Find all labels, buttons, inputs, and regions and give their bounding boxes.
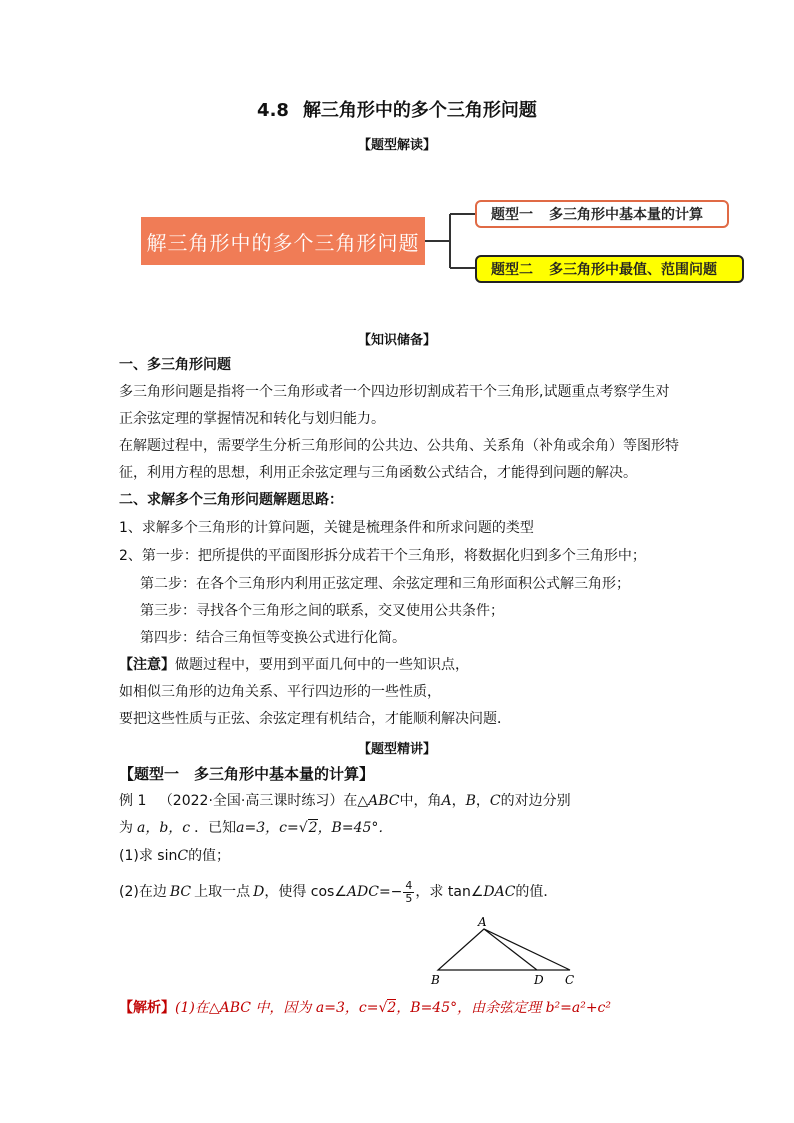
note-line-1 [119,655,469,675]
section-heading-type-reading: 【题型解读】 [357,138,436,153]
step-2: 第二步：在各个三角形内利用正弦定理、余弦定理和三角形面积公式解三角形； [140,576,630,592]
line2-known: ．已知 [194,820,237,836]
note-tag: 【注意】 [119,657,175,673]
note-line-2: 如相似三角形的边角关系、平行四边形的一些性质， [119,684,441,700]
mindmap-main-node: 解三角形中的多个三角形问题 [141,217,425,265]
branch-1-text: 多三角形中基本量的计算 [549,207,703,223]
q2-prefix: (2)在边 [119,884,167,900]
section-heading-knowledge: 【知识储备】 [357,333,436,348]
condition-a-c: a=3，c= [236,820,299,836]
branch-2-text: 多三角形中最值、范围问题 [549,262,717,278]
label-b: B [431,973,440,987]
angle-a: A [441,793,452,809]
q2-end: 的值． [515,884,558,900]
paragraph-1-line-2: 正余弦定理的掌握情况和转化与划归能力。 [119,411,385,427]
solution-line [119,998,611,1018]
condition-b: ，B=45°． [317,820,393,836]
mindmap-branch-2 [475,255,744,283]
q2-angle: ADC [346,884,379,900]
triangle-lines [438,929,570,970]
solution-text: (1)在△ABC 中，因为 a=3，c= [175,1000,379,1016]
step-3: 第三步：寻找各个三角形之间的联系，交叉使用公共条件； [140,603,504,619]
branch-1-tag: 题型一 [491,207,533,223]
triangle-figure [425,912,585,990]
note-text-1: 做题过程中，要用到平面几何中的一些知识点， [175,657,469,673]
q2-side: BC [169,884,192,900]
solution-text-2: ，B=45°，由余弦定理 b²=a²+c² [396,1000,612,1016]
q2-mid: 上取一点 [194,884,251,900]
part1-title: 一、多三角形问题 [119,357,231,373]
step-1: 2、第一步：把所提供的平面图形拆分成若干个三角形，将数据化归到多个三角形中； [119,548,646,564]
example-label: 例 1 [119,793,147,809]
example-end: 的对边分别 [500,793,571,809]
type1-title: 【题型一 多三角形中基本量的计算】 [119,765,375,783]
paragraph-1-line-1: 多三角形问题是指将一个三角形或者一个四边形切割成若干个三角形,试题重点考察学生对 [119,384,670,400]
part2-title: 二、求解多个三角形问题解题思路： [119,492,343,508]
solution-tag: 【解析】 [119,1000,175,1016]
q2-point: D [253,884,265,900]
fraction-4-5 [403,880,414,905]
frac-numerator: 4 [405,878,413,892]
solution-sqrt-value: 2 [387,1000,397,1016]
paragraph-2-line-1: 在解题过程中，需要学生分析三角形间的公共边、公共角、关系角（补角或余角）等图形特 [119,438,679,454]
mindmap-branch-1 [475,200,729,228]
section-number: 4.8 [257,100,289,121]
q1-angle: C [177,848,189,864]
q2-equals: =− [378,884,403,900]
section-heading-lecture: 【题型精讲】 [357,742,436,757]
question-2 [119,878,557,906]
angle-c: C [489,793,501,809]
branch-2-tag: 题型二 [491,262,533,278]
label-a: A [478,915,487,929]
paragraph-2-line-2: 征，利用方程的思想，利用正余弦定理与三角函数公式结合，才能得到问题的解决。 [119,465,637,481]
q2-cos: ，使得 cos∠ [264,884,347,900]
solution-sqrt-symbol: √ [378,1000,388,1016]
example-1-line-1: 例 1 （2022·全国·高三课时练习）在△ABC中，角A，B，C的对边分别 [119,793,571,809]
label-c: C [565,973,575,987]
q2-tan: ，求 tan∠ [415,884,484,900]
angle-b: B [465,793,476,809]
step-4: 第四步：结合三角恒等变换公式进行化简。 [140,630,406,646]
label-d: D [534,973,544,987]
sqrt-value: 2 [308,820,318,836]
side-vars: a，b，c [137,820,191,836]
example-1-line-2 [119,818,392,838]
example-text: 中，角 [399,793,442,809]
q1-end: 的值； [188,848,231,864]
sqrt-symbol: √ [298,820,308,836]
title-text: 解三角形中的多个三角形问题 [302,100,537,121]
triangle-abc: ABC [368,793,400,809]
note-line-3: 要把这些性质与正弦、余弦定理有机结合，才能顺利解决问题． [119,711,511,727]
question-1 [119,846,230,866]
q2-target-angle: DAC [483,884,516,900]
example-source: （2022·全国·高三课时练习）在△ [158,793,369,809]
step-intro: 1、求解多个三角形的计算问题，关键是梳理条件和所求问题的类型 [119,520,534,536]
line2-prefix: 为 [119,820,133,836]
frac-denominator: 5 [405,891,413,905]
q1-text: (1)求 sin [119,848,178,864]
